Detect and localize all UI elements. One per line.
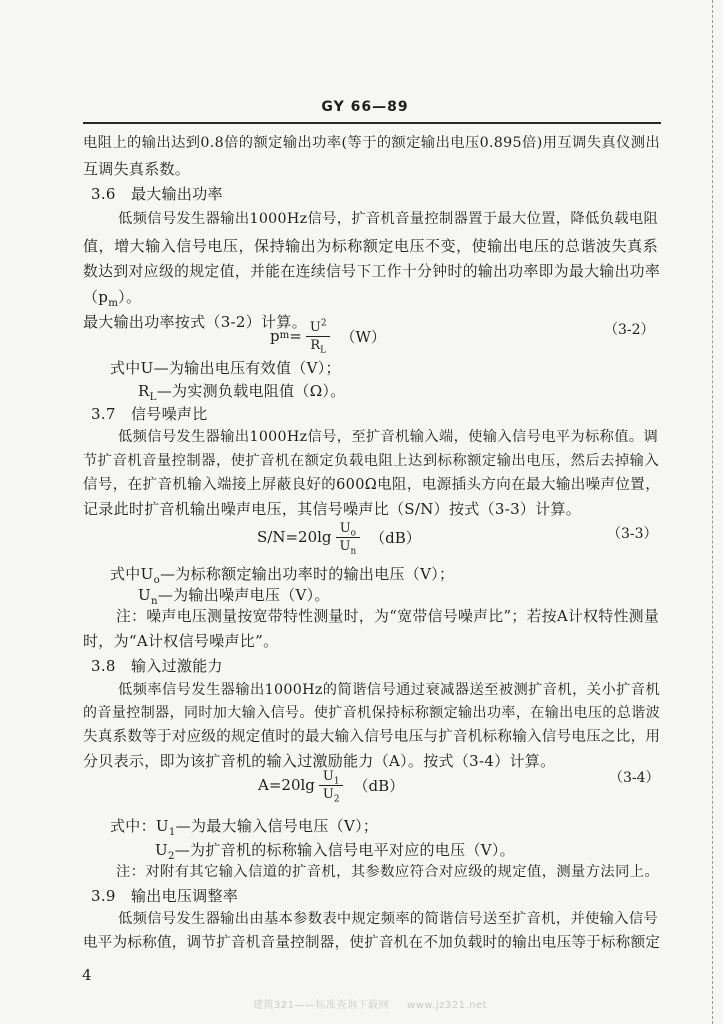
section-heading-3-6 (91, 184, 223, 204)
text-line: 电平为标称值，调节扩音机音量控制器，使扩音机在不加负载时的输出电压等于标称额定 (83, 935, 660, 951)
text-line: 记录此时扩音机输出噪声电压，其信号噪声比（S/N）按式（3-3）计算。 (83, 500, 582, 518)
section-number: 3.8 (91, 657, 116, 675)
formula-label: （3-2） (604, 322, 655, 338)
fraction-denominator: $U_n$ (339, 538, 357, 557)
where-line: $R_L—$为实测负载电阻值（Ω）。 (138, 382, 346, 403)
text-line: 低频信号发生器输出1000Hz信号，扩音机音量控制器置于最大位置，降低负载电阻 (118, 211, 658, 227)
section-heading-3-8 (91, 656, 223, 676)
watermark-site: 建筑321——标准查询下载网 (252, 1000, 390, 1011)
text-line: 数达到对应级的规定值，并能在连续信号下工作十分钟时的输出功率即为最大输出功率 (83, 263, 660, 280)
text-line: 低频信号发生器输出1000Hz信号，至扩音机输入端，使输入信号电平为标称值。调 (118, 429, 658, 445)
section-number: 3.6 (91, 185, 116, 203)
text-segment: （p (83, 288, 109, 306)
section-number: 3.7 (91, 405, 116, 423)
formula-3-2: p m = $\frac{U^2}{R_L}$ （W） (270, 318, 386, 356)
page-number: 4 (82, 966, 92, 984)
fraction-numerator: $U_o$ (336, 521, 360, 538)
formula-3-3 (257, 519, 421, 555)
section-number: 3.9 (91, 887, 116, 905)
section-title: 输入过激能力 (131, 657, 223, 675)
note-line: 时，为“A计权信号噪声比”。 (83, 632, 279, 650)
formula-fraction (306, 318, 331, 356)
formula-unit: （W） (340, 327, 386, 346)
where-line: $U_n—$为输出噪声电压（V）。 (138, 586, 330, 607)
formula-intro: 最大输出功率按式（3-2）计算。 (83, 313, 307, 331)
formula-fraction (319, 768, 344, 805)
section-title: 信号噪声比 (131, 405, 208, 423)
watermark (200, 996, 540, 1011)
text-line: 分贝表示，即为该扩音机的输入过激励能力（A）。按式（3-4）计算。 (83, 752, 556, 770)
note-line: 注：对附有其它输入信道的扩音机，其参数应符合对应级的规定值，测量方法同上。 (116, 864, 659, 880)
formula-lhs: S/N=20lg (257, 528, 332, 546)
text-line: 值，增大输入信号电压，保持输出为标称额定电压不变，使输出电压的总谐波失真系 (83, 237, 658, 255)
text-line: 电阻上的输出达到0.8倍的额定输出功率(等于的额定输出电压0.895倍)用互调失真仪测出 (83, 135, 660, 151)
text-line (83, 287, 141, 307)
formula-3-4 (258, 767, 404, 803)
section-heading-3-7 (91, 404, 208, 424)
text-line: 的音量控制器，同时加大输入信号。使扩音机保持标称额定输出功率，在输出电压的总谐波 (83, 705, 660, 721)
standard-code-header: GY 66—89 (321, 99, 409, 115)
text-segment: ）。 (118, 288, 142, 306)
text-line: 低频率信号发生器输出1000Hz的简谐信号通过衰减器送至被测扩音机，关小扩音机 (118, 682, 660, 698)
section-heading-3-9 (91, 886, 238, 906)
where-line: 式中U—为输出电压有效值（V）； (110, 359, 341, 377)
note-line: 注：噪声电压测量按宽带特性测量时，为“宽带信号噪声比”；若按A计权特性测量 (116, 608, 659, 625)
where-line: $U_2—$为扩音机的标称输入信号电平对应的电压（V）。 (155, 841, 515, 862)
fraction-denominator: $U_2$ (322, 786, 340, 805)
text-line: 节扩音机音量控制器，使扩音机在额定负载电阻上达到标称额定输出电压，然后去掉输入 (83, 453, 659, 469)
formula-unit: （dB） (370, 528, 421, 547)
formula-lhs: p (270, 327, 280, 345)
text-line: 低频信号发生器输出由基本参数表中规定频率的简谐信号送至扩音机，并使输入信号 (118, 911, 658, 927)
fraction-numerator: $U^2$ (306, 320, 331, 337)
where-line: 式中$U_o—$为标称额定输出功率时的输出电压（V）； (110, 565, 455, 586)
scan-edge (712, 0, 713, 1024)
subscript: m (108, 298, 119, 309)
formula-lhs: A=20lg (258, 776, 315, 794)
watermark-url: www.jz321.net (407, 1000, 488, 1011)
formula-label: （3-3） (607, 526, 658, 542)
text-line: 互调失真系数。 (83, 160, 191, 178)
text-line: 失真系数等于对应级的规定值时的最大输入信号电压与扩音机标称输入信号电压之比，用 (83, 729, 660, 745)
formula-label: （3-4） (609, 770, 660, 786)
formula-unit: （dB） (353, 776, 405, 795)
text-line: 信号，在扩音机输入端接上屏蔽良好的600Ω电阻，电源插头方向在最大输出噪声位置， (83, 477, 660, 493)
fraction-denominator: $R_L$ (310, 337, 326, 356)
section-title: 最大输出功率 (131, 185, 223, 203)
where-line: 式中：$U_1—$为最大输入信号电压（V）； (110, 817, 379, 838)
formula-fraction (336, 520, 361, 557)
fraction-numerator: $U_1$ (319, 769, 344, 786)
section-title: 输出电压调整率 (131, 887, 239, 905)
header-rule (83, 122, 661, 124)
formula-equals: = (289, 327, 302, 345)
